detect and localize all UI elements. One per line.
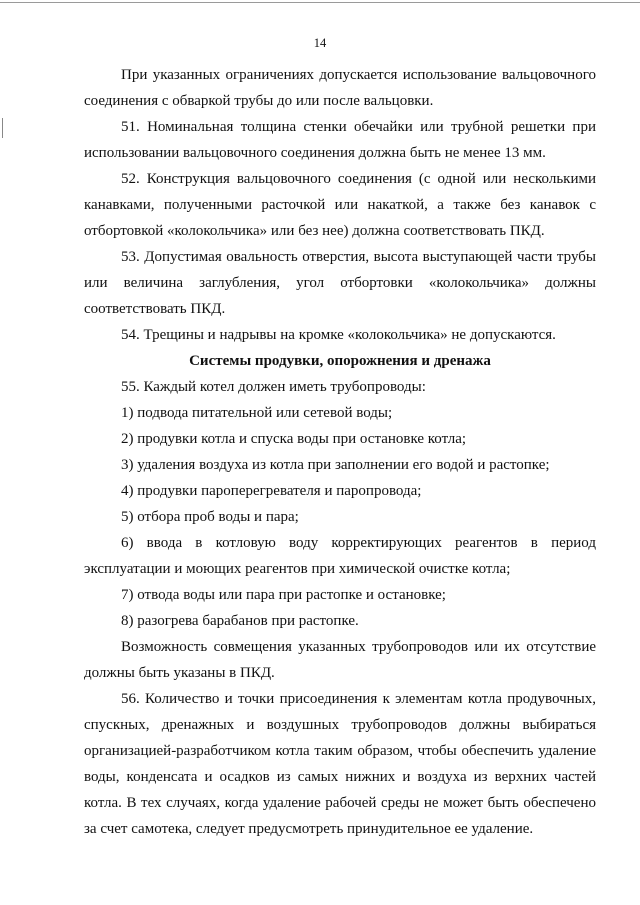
list-item: 3) удаления воздуха из котла при заполнении его водой и растопке; — [121, 457, 550, 473]
list-item: 4) продувки пароперегревателя и паропровода; — [121, 483, 422, 499]
paragraph-intro: При указанных ограничениях допускается использование вальцовочного соединения с обваркой трубы до или после вальцовки. — [84, 67, 596, 109]
scan-top-border — [0, 2, 640, 3]
list-item: 2) продувки котла и спуска воды при остановке котла; — [121, 431, 467, 447]
paragraph-54: 54. Трещины и надрывы на кромке «колокольчика» не допускаются. — [121, 327, 556, 343]
list-item: 1) подвода питательной или сетевой воды; — [121, 405, 393, 421]
section-heading: Системы продувки, опорожнения и дренажа — [189, 353, 491, 369]
paragraph-51: 51. Номинальная толщина стенки обечайки или трубной решетки при использовании вальцовочного соединения должна быть не менее 13 мм. — [84, 119, 596, 161]
list-item: 5) отбора проб воды и пара; — [121, 509, 299, 525]
paragraph-56: 56. Количество и точки присоединения к элементам котла продувочных, спускных, дренажных и воздушных трубопроводов должны выбираться организацией-разработчиком котла таким образом, чтобы обеспечить удаление воды, конденсата и осадков из самых нижних и воздуха из верхних частей котла. В тех случаях, когда удаление рабочей среды не может быть обеспечено за счет самотека, следует предусмотреть принудительное ее удаление. — [84, 691, 596, 837]
scan-left-mark — [2, 118, 3, 138]
list-item: 7) отвода воды или пара при растопке и остановке; — [121, 587, 446, 603]
list-item: 6) ввода в котловую воду корректирующих реагентов в период эксплуатации и моющих реагентов при химической очистке котла; — [84, 535, 596, 577]
paragraph-53: 53. Допустимая овальность отверстия, высота выступающей части трубы или величина заглубления, угол отбортовки «колокольчика» должны соответствовать ПКД. — [84, 249, 596, 317]
paragraph-52: 52. Конструкция вальцовочного соединения (с одной или несколькими канавками, полученными расточкой или накаткой, а также без канавок с отбортовкой «колокольчика» или без нее) должна соответствовать ПКД. — [84, 171, 596, 239]
document-body — [84, 62, 596, 842]
page-number: 14 — [313, 36, 327, 50]
list-item: 8) разогрева барабанов при растопке. — [121, 613, 359, 629]
paragraph-55: 55. Каждый котел должен иметь трубопроводы: — [121, 379, 426, 395]
paragraph-combination: Возможность совмещения указанных трубопроводов или их отсутствие должны быть указаны в ПКД. — [84, 639, 596, 681]
